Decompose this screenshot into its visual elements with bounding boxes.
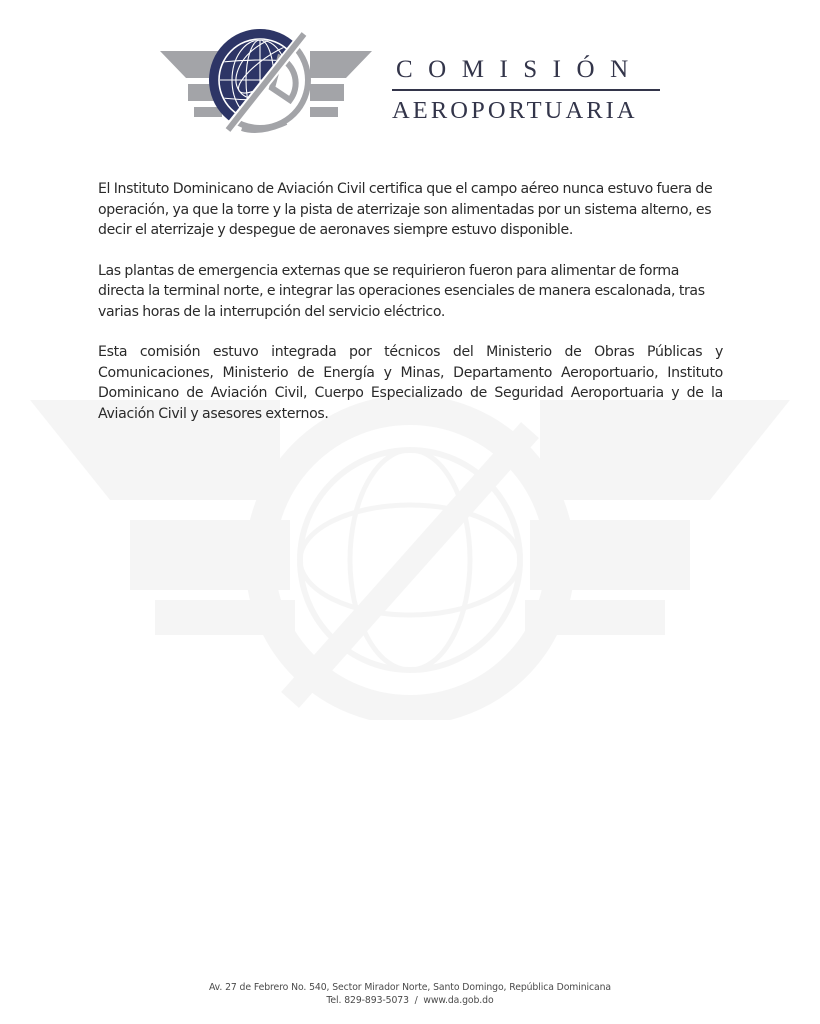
- paragraph-3: Esta comisión estuvo integrada por técnicos del Ministerio de Obras Públicas y Comunicaciones, Ministerio de Energía y Minas, Departamento Aeroportuario, Instituto Dominicano de Aviación Civil, Cuerpo Especializado de Seguridad Aeroportuaria y de la Aviación Civil y asesores externos.: [98, 344, 723, 422]
- letterhead-footer: [0, 981, 820, 1007]
- footer-contact: Tel. 829-893-5073 / www.da.gob.do: [326, 995, 494, 1006]
- organization-wordmark: [392, 56, 670, 125]
- wordmark-line-aeroportuaria: AEROPORTUARIA: [392, 97, 638, 124]
- footer-address: Av. 27 de Febrero No. 540, Sector Mirador Norte, Santo Domingo, República Dominicana: [208, 982, 612, 993]
- wordmark-line-comision: COMISIÓN: [396, 56, 644, 83]
- letterhead-logo: [160, 28, 670, 140]
- paragraph-1: El Instituto Dominicano de Aviación Civil certifica que el campo aéreo nunca estuvo fuera de operación, ya que la torre y la pista de aterrizaje son alimentadas por un sistema alterno, es decir el aterrizaje y despegue de aeronaves siempre estuvo disponible.: [98, 181, 713, 238]
- paragraph-2: Las plantas de emergencia externas que se requirieron fueron para alimentar de forma directa la terminal norte, e integrar las operaciones esenciales de manera escalonada, tras varias horas de la interrupción del servicio eléctrico.: [98, 262, 705, 320]
- winged-globe-emblem-icon: [160, 28, 372, 138]
- wordmark-divider: [392, 89, 660, 91]
- document-body: [98, 179, 723, 444]
